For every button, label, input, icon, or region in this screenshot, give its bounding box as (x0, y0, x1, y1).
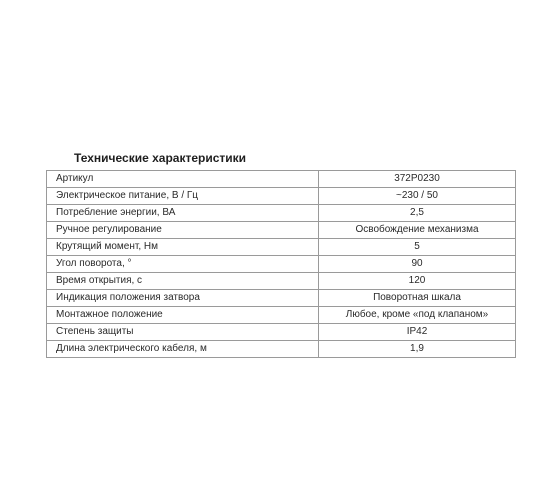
table-row (47, 324, 516, 341)
table-row (47, 290, 516, 307)
table-row (47, 273, 516, 290)
spec-label: Крутящий момент, Нм (47, 239, 319, 256)
spec-value: 5 (319, 239, 516, 256)
table-row (47, 307, 516, 324)
specs-table (46, 170, 516, 358)
table-row (47, 239, 516, 256)
spec-label: Угол поворота, ° (47, 256, 319, 273)
spec-label: Степень защиты (47, 324, 319, 341)
spec-label: Потребление энергии, ВА (47, 205, 319, 222)
spec-value: 120 (319, 273, 516, 290)
spec-value: 1,9 (319, 341, 516, 358)
spec-value: Поворотная шкала (319, 290, 516, 307)
spec-label: Монтажное положение (47, 307, 319, 324)
spec-value: 2,5 (319, 205, 516, 222)
table-row (47, 205, 516, 222)
spec-value: 90 (319, 256, 516, 273)
table-row (47, 341, 516, 358)
table-row (47, 171, 516, 188)
spec-label: Время открытия, с (47, 273, 319, 290)
spec-label: Ручное регулирование (47, 222, 319, 239)
spec-value: IP42 (319, 324, 516, 341)
spec-label: Длина электрического кабеля, м (47, 341, 319, 358)
spec-label: Артикул (47, 171, 319, 188)
spec-value: Любое, кроме «под клапаном» (319, 307, 516, 324)
spec-value: Освобождение механизма (319, 222, 516, 239)
table-row (47, 188, 516, 205)
spec-label: Индикация положения затвора (47, 290, 319, 307)
spec-label: Электрическое питание, В / Гц (47, 188, 319, 205)
table-row (47, 222, 516, 239)
spec-value: ~230 / 50 (319, 188, 516, 205)
table-row (47, 256, 516, 273)
spec-value: 372P0230 (319, 171, 516, 188)
specs-title: Технические характеристики (74, 151, 247, 165)
